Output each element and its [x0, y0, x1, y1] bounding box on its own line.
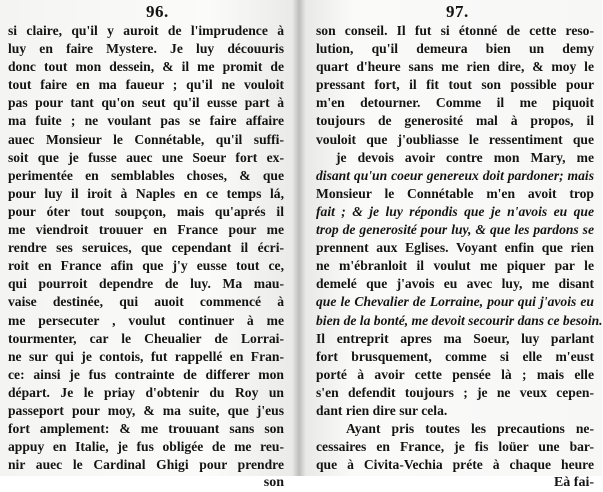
text-line: auec Monsieur le Connétable, qu'il suffi- [8, 131, 284, 147]
text-line: si claire, qu'il y auroit de l'imprudence à [8, 23, 284, 38]
text-line: tourmenter, car le Cheualier de Lorrai- [8, 330, 284, 346]
text-line: passeport pour moy, & ma suite, que j'eus [8, 402, 284, 418]
text-line: ne m'ébranloit il voulut me piquer par le [316, 258, 594, 274]
text-line: nir auec le Cardinal Ghigi pour prendre [8, 457, 284, 473]
text-line: roit en France afin que j'y eusse tout ce, [8, 258, 284, 274]
catchword: son [263, 475, 284, 491]
text-line: appuy en Italie, je fus obligée de me reu- [8, 439, 284, 455]
text-line: tout faire en ma faueur ; qu'il ne vouloit [8, 77, 284, 93]
text-line: pour luy il iroit à Naples en ce temps lá, [8, 185, 284, 201]
text-line: qui pourroit dependre de luy. Ma mau- [8, 276, 284, 292]
text-line: bien de la bonté, me devoit secourir dans ce besoin. [316, 312, 603, 328]
text-line: fort brusquement, comme si elle m'eust [316, 348, 594, 364]
text-line: fait ; & je luy répondis que je n'avois eu que [316, 203, 594, 219]
text-line: soit que je fusse auec une Soeur fort ex- [8, 149, 284, 165]
left-page-text [8, 22, 284, 492]
text-line: que à Civita-Vechia préte à chaque heure [316, 457, 594, 473]
text-line: pour óter tout soupçon, mais qu'aprés il [8, 203, 284, 219]
text-line: vouloit que j'oubliasse le ressentiment que [316, 131, 594, 147]
text-line: perimentée en semblables choses, & que [8, 167, 284, 183]
text-line: prennent aux Eglises. Voyant enfin que rien [316, 240, 594, 256]
text-line: vaise destinée, qui auoit commencé à [8, 294, 284, 310]
text-line: ma fuite ; ne voulant pas se faire affaire [8, 113, 284, 129]
text-line: dant rien dire sur cela. [316, 402, 448, 418]
text-line: quart d'heure sans me rien dire, & moy le [316, 59, 594, 75]
text-line: que le Chevalier de Lorraine, pour qui j'avois eu [316, 294, 594, 310]
right-page-number: 97. [446, 2, 469, 21]
text-line: ce: ainsi je fus contrainte de differer mon [8, 366, 284, 382]
text-line: je devois avoir contre mon Mary, me [336, 149, 594, 165]
text-line: me viendroit trouuer en France pour me [8, 222, 284, 238]
left-page [0, 0, 298, 491]
text-line: son conseil. Il fut si étonné de cette reso- [316, 23, 594, 38]
text-line: cessaires en France, je fis loüer une bar- [316, 439, 594, 455]
footer-line [316, 474, 594, 492]
text-line: trop de generosité pour luy, & que les pardons se [316, 222, 594, 238]
text-line: pressant fort, il fit tout son possible pour [316, 77, 594, 93]
text-line: fort amplement: & me trouuant sans son [8, 421, 284, 437]
text-line: luy en faire Mystere. Je luy découuris [8, 41, 284, 57]
text-line: ne sur qui je contois, fut rappellé en Fran- [8, 348, 284, 364]
text-line: s'en defendit toujours ; je ne veux cepen- [316, 384, 594, 400]
text-line: demelé que j'avois eu avec luy, me disant [316, 276, 594, 292]
left-page-number: 96. [146, 2, 169, 21]
signature-mark: E [553, 475, 564, 491]
text-line: porté à avoir cette pensée là ; mais elle [316, 366, 594, 382]
right-page-text [316, 22, 603, 492]
catchword: à fai- [563, 475, 594, 491]
text-line: toujours de generosité mal à propos, il [316, 113, 594, 129]
text-line: Monsieur le Connétable m'en avoit trop [316, 185, 594, 201]
text-line: me persecuter , voulut continuer à me [8, 312, 284, 328]
text-line: Ayant pris toutes les precautions ne- [346, 421, 594, 437]
right-page [298, 0, 603, 491]
text-line: lution, qu'il demeura bien un demy [316, 41, 594, 57]
text-line: donc tout mon dessein, & il me promit de [8, 59, 284, 75]
text-line: m'en detourner. Comme il me piquoit [316, 95, 594, 111]
text-line: disant qu'un coeur genereux doit pardoner; mais [316, 167, 594, 183]
text-line: rendre ses seruices, que cependant il écri- [8, 240, 284, 256]
text-line: Il entreprit apres ma Soeur, luy parlant [316, 330, 594, 346]
text-line: départ. Je le priay d'obtenir du Roy un [8, 384, 284, 400]
text-line: pas pour tant qu'on seut qu'il eusse part à [8, 95, 284, 111]
